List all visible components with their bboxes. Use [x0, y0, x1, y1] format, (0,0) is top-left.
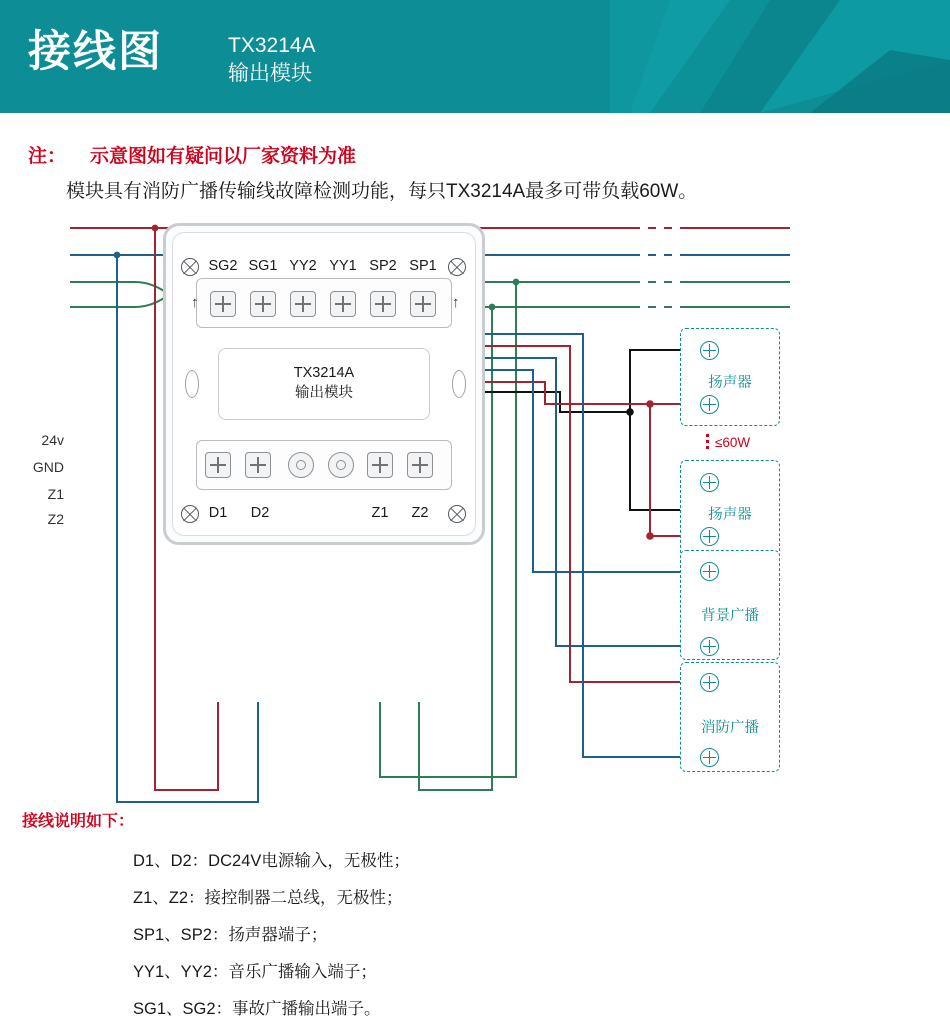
- corner-screw-top-right: [448, 258, 466, 276]
- header-banner: [0, 0, 950, 113]
- terminal-label-sp1: SP1: [409, 258, 437, 274]
- device-terminal-fire-plus: [700, 673, 719, 692]
- device-terminal-speaker-2-plus: [700, 473, 719, 492]
- banner-facets-decoration: [610, 0, 950, 113]
- device-terminal-speaker-1-minus: [700, 395, 719, 414]
- side-slot-left: [185, 370, 199, 398]
- device-label-background-broadcast: 背景广播: [701, 608, 759, 624]
- terminal-screw-z1: [367, 452, 393, 478]
- module-name-type: 输出模块: [295, 385, 353, 401]
- device-terminal-background-plus: [700, 562, 719, 581]
- device-terminal-speaker-2-minus: [700, 527, 719, 546]
- arrow-up-right-icon: ↑: [452, 294, 460, 311]
- device-label-fire-broadcast: 消防广播: [701, 720, 759, 736]
- module-name-model: TX3214A: [293, 365, 355, 381]
- terminal-label-yy2: YY2: [289, 258, 317, 274]
- bus-label-gnd: GND: [32, 459, 64, 475]
- terminal-screw-sp1: [410, 291, 436, 317]
- legend-item-1: D1、D2：DC24V电源输入，无极性；: [133, 852, 410, 870]
- page-title: 接线图: [28, 28, 163, 76]
- bus-label-z2: Z2: [47, 511, 64, 527]
- device-terminal-fire-minus: [700, 748, 719, 767]
- legend-item-2: Z1、Z2：接控制器二总线，无极性；: [133, 889, 403, 907]
- side-slot-right: [452, 370, 466, 398]
- terminal-screw-d2: [245, 452, 271, 478]
- terminal-label-z1: Z1: [371, 505, 389, 521]
- load-limit-leader-dots: [706, 434, 709, 452]
- device-terminal-speaker-1-plus: [700, 341, 719, 360]
- terminal-label-yy1: YY1: [329, 258, 357, 274]
- load-limit-label: ≤60W: [715, 435, 751, 450]
- legend-title: 接线说明如下：: [22, 813, 135, 830]
- terminal-label-z2: Z2: [411, 505, 429, 521]
- terminal-screw-yy2: [290, 291, 316, 317]
- legend-item-3: SP1、SP2：扬声器端子；: [133, 926, 328, 944]
- terminal-label-d1: D1: [208, 505, 228, 521]
- module-nameplate: [218, 348, 430, 420]
- terminal-screw-sp2: [370, 291, 396, 317]
- description-text: 模块具有消防广播传输线故障检测功能，每只TX3214A最多可带负载60W。: [66, 181, 698, 202]
- terminal-screw-blank-2: [328, 452, 354, 478]
- device-terminal-background-minus: [700, 637, 719, 656]
- terminal-label-sg1: SG1: [248, 258, 278, 274]
- device-label-speaker-2: 扬声器: [708, 507, 752, 523]
- corner-screw-bottom-right: [448, 505, 466, 523]
- terminal-label-sp2: SP2: [369, 258, 397, 274]
- legend-item-4: YY1、YY2：音乐广播输入端子；: [133, 963, 377, 981]
- terminal-label-sg2: SG2: [208, 258, 238, 274]
- terminal-screw-blank-1: [288, 452, 314, 478]
- bus-label-z1: Z1: [47, 486, 64, 502]
- terminal-label-d2: D2: [250, 505, 270, 521]
- bus-label-24v: 24v: [41, 432, 64, 448]
- terminal-screw-z2: [407, 452, 433, 478]
- terminal-screw-sg2: [210, 291, 236, 317]
- corner-screw-bottom-left: [181, 505, 199, 523]
- arrow-up-left-icon: ↑: [191, 294, 199, 311]
- terminal-screw-d1: [205, 452, 231, 478]
- terminal-screw-sg1: [250, 291, 276, 317]
- note-label: 注：: [28, 146, 67, 167]
- note-warning-text: 示意图如有疑问以厂家资料为准: [90, 146, 357, 167]
- corner-screw-top-left: [181, 258, 199, 276]
- legend-item-5: SG1、SG2：事故广播输出端子。: [133, 1000, 381, 1018]
- banner-subtitle-type: 输出模块: [228, 62, 312, 85]
- terminal-screw-yy1: [330, 291, 356, 317]
- device-label-speaker-1: 扬声器: [708, 375, 752, 391]
- banner-subtitle-model: TX3214A: [228, 34, 316, 57]
